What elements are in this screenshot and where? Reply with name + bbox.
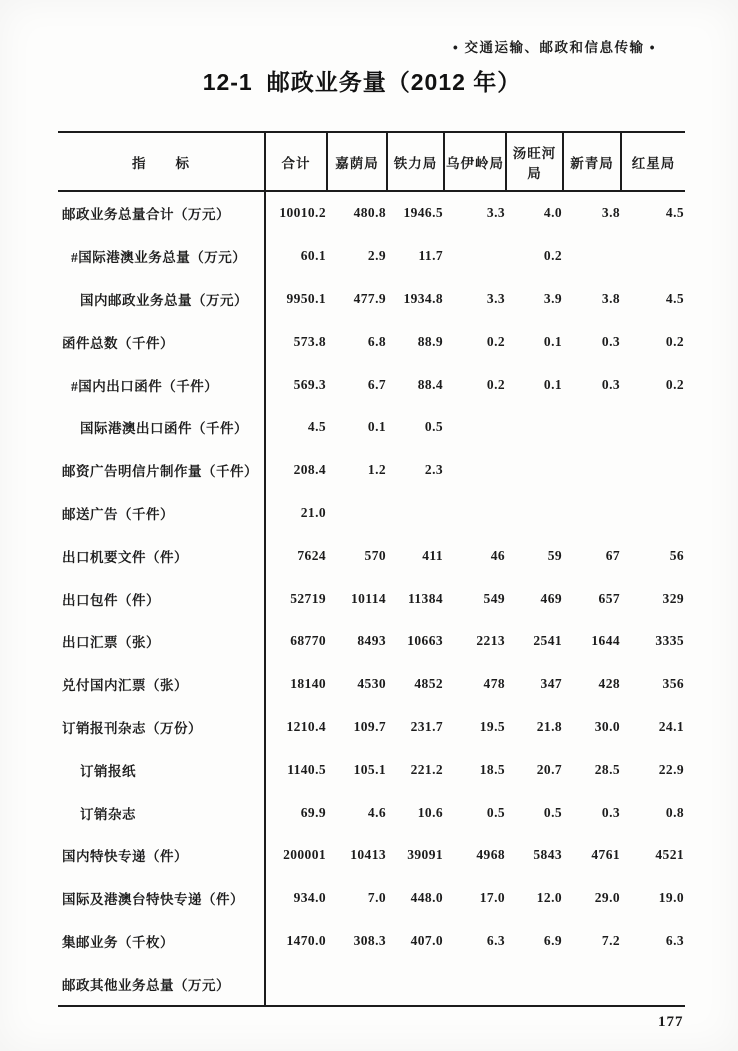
cell-value: 356 bbox=[662, 676, 684, 692]
cell-value: 5843 bbox=[533, 847, 562, 863]
row-label: #国际港澳业务总量（万元） bbox=[58, 235, 265, 278]
cell-value: 69.9 bbox=[300, 804, 326, 820]
table-row bbox=[58, 748, 685, 791]
cell-value: 0.1 bbox=[543, 376, 562, 392]
statistics-table bbox=[58, 131, 685, 1007]
cell-value: 3335 bbox=[655, 633, 684, 649]
cell-value: 8493 bbox=[357, 633, 386, 649]
cell-value: 569.3 bbox=[293, 376, 326, 392]
cell-value: 3.9 bbox=[543, 290, 562, 306]
cell-value bbox=[444, 449, 506, 492]
cell-value bbox=[506, 492, 563, 535]
table-row bbox=[58, 492, 685, 535]
cell-value: 60.1 bbox=[300, 248, 326, 264]
table-row bbox=[58, 877, 685, 920]
cell-value: 231.7 bbox=[410, 718, 443, 734]
cell-value: 12.0 bbox=[536, 890, 562, 906]
cell-value bbox=[327, 492, 387, 535]
cell-value: 3.8 bbox=[601, 290, 620, 306]
cell-value: 1934.8 bbox=[403, 290, 443, 306]
cell-value: 29.0 bbox=[594, 890, 620, 906]
cell-value: 39091 bbox=[407, 847, 443, 863]
table-row bbox=[58, 406, 685, 449]
cell-value: 6.7 bbox=[367, 376, 386, 392]
cell-value: 59 bbox=[547, 547, 562, 563]
cell-value: 4.6 bbox=[367, 804, 386, 820]
cell-value: 1470.0 bbox=[286, 932, 326, 948]
cell-value bbox=[563, 962, 621, 1006]
cell-value: 7.0 bbox=[367, 890, 386, 906]
cell-value: 0.1 bbox=[543, 333, 562, 349]
cell-value: 0.3 bbox=[601, 804, 620, 820]
cell-value: 6.3 bbox=[665, 932, 684, 948]
cell-value bbox=[444, 235, 506, 278]
cell-value: 570 bbox=[364, 547, 386, 563]
table-row bbox=[58, 620, 685, 663]
cell-value: 21.8 bbox=[536, 718, 562, 734]
cell-value: 2541 bbox=[533, 633, 562, 649]
cell-value: 308.3 bbox=[353, 932, 386, 948]
cell-value: 88.9 bbox=[417, 333, 443, 349]
cell-value: 88.4 bbox=[417, 376, 443, 392]
column-header-indicator: 指 标 bbox=[58, 132, 265, 191]
cell-value: 52719 bbox=[290, 590, 326, 606]
cell-value bbox=[444, 406, 506, 449]
cell-value: 105.1 bbox=[353, 761, 386, 777]
cell-value: 4.0 bbox=[543, 205, 562, 221]
cell-value bbox=[621, 492, 685, 535]
column-header-tieli: 铁力局 bbox=[387, 132, 444, 191]
cell-value bbox=[563, 492, 621, 535]
cell-value: 200001 bbox=[283, 847, 326, 863]
column-header-hongxing: 红星局 bbox=[621, 132, 685, 191]
cell-value: 1946.5 bbox=[403, 205, 443, 221]
row-label: 订销报刊杂志（万份） bbox=[58, 706, 265, 749]
row-label: 订销杂志 bbox=[58, 791, 265, 834]
page-title bbox=[0, 64, 724, 97]
cell-value: 6.9 bbox=[543, 932, 562, 948]
cell-value bbox=[387, 962, 444, 1006]
cell-value: 18140 bbox=[290, 676, 326, 692]
cell-value: 411 bbox=[422, 547, 443, 563]
cell-value: 18.5 bbox=[479, 761, 505, 777]
cell-value: 0.2 bbox=[665, 376, 684, 392]
cell-value: 4761 bbox=[591, 847, 620, 863]
cell-value: 4968 bbox=[476, 847, 505, 863]
row-label: 出口机要文件（件） bbox=[58, 534, 265, 577]
cell-value bbox=[506, 406, 563, 449]
row-label: 函件总数（千件） bbox=[58, 320, 265, 363]
row-label: 订销报纸 bbox=[58, 748, 265, 791]
table-row bbox=[58, 449, 685, 492]
row-label: 兑付国内汇票（张） bbox=[58, 663, 265, 706]
column-header-tangwanghe: 汤旺河局 bbox=[506, 132, 563, 191]
cell-value: 1210.4 bbox=[286, 718, 326, 734]
table-row bbox=[58, 320, 685, 363]
row-label: 邮资广告明信片制作量（千件） bbox=[58, 449, 265, 492]
cell-value: 1644 bbox=[591, 633, 620, 649]
running-head: • 交通运输、邮政和信息传输 • bbox=[453, 40, 656, 55]
cell-value bbox=[563, 406, 621, 449]
cell-value: 0.8 bbox=[665, 804, 684, 820]
cell-value: 17.0 bbox=[479, 890, 505, 906]
row-label: #国内出口函件（千件） bbox=[58, 363, 265, 406]
row-label: 国际港澳出口函件（千件） bbox=[58, 406, 265, 449]
cell-value: 19.0 bbox=[658, 890, 684, 906]
cell-value bbox=[444, 962, 506, 1006]
cell-value: 0.5 bbox=[424, 419, 443, 435]
cell-value: 21.0 bbox=[300, 504, 326, 520]
cell-value: 9950.1 bbox=[286, 290, 326, 306]
cell-value bbox=[506, 449, 563, 492]
row-label: 邮政业务总量合计（万元） bbox=[58, 191, 265, 235]
cell-value: 56 bbox=[669, 547, 684, 563]
table-number: 12-1 bbox=[202, 69, 253, 95]
cell-value: 4.5 bbox=[307, 419, 326, 435]
row-label: 国内邮政业务总量（万元） bbox=[58, 278, 265, 321]
cell-value: 20.7 bbox=[536, 761, 562, 777]
table-row bbox=[58, 791, 685, 834]
cell-value: 4530 bbox=[357, 676, 386, 692]
cell-value: 3.3 bbox=[486, 205, 505, 221]
table-row bbox=[58, 706, 685, 749]
table-row bbox=[58, 191, 685, 235]
cell-value: 477.9 bbox=[353, 290, 386, 306]
cell-value bbox=[444, 492, 506, 535]
cell-value bbox=[506, 962, 563, 1006]
cell-value: 4852 bbox=[414, 676, 443, 692]
cell-value: 208.4 bbox=[293, 462, 326, 478]
cell-value bbox=[621, 962, 685, 1006]
cell-value: 30.0 bbox=[594, 718, 620, 734]
cell-value: 0.3 bbox=[601, 333, 620, 349]
cell-value: 67 bbox=[605, 547, 620, 563]
cell-value: 11.7 bbox=[418, 248, 443, 264]
cell-value: 2.3 bbox=[424, 462, 443, 478]
table-row bbox=[58, 834, 685, 877]
row-label: 邮送广告（千件） bbox=[58, 492, 265, 535]
row-label: 邮政其他业务总量（万元） bbox=[58, 962, 265, 1006]
cell-value: 549 bbox=[483, 590, 505, 606]
cell-value: 0.5 bbox=[486, 804, 505, 820]
cell-value: 10413 bbox=[350, 847, 386, 863]
cell-value: 7624 bbox=[297, 547, 326, 563]
table-row bbox=[58, 663, 685, 706]
cell-value: 7.2 bbox=[601, 932, 620, 948]
cell-value bbox=[327, 962, 387, 1006]
cell-value: 934.0 bbox=[293, 890, 326, 906]
cell-value: 2.9 bbox=[367, 248, 386, 264]
cell-value: 22.9 bbox=[658, 761, 684, 777]
cell-value: 1140.5 bbox=[287, 761, 326, 777]
cell-value bbox=[265, 962, 327, 1006]
cell-value: 24.1 bbox=[658, 718, 684, 734]
cell-value: 329 bbox=[662, 590, 684, 606]
cell-value: 347 bbox=[540, 676, 562, 692]
row-label: 国内特快专递（件） bbox=[58, 834, 265, 877]
cell-value: 4521 bbox=[655, 847, 684, 863]
row-label: 集邮业务（千枚） bbox=[58, 920, 265, 963]
cell-value: 1.2 bbox=[367, 462, 386, 478]
cell-value bbox=[387, 492, 444, 535]
cell-value: 10010.2 bbox=[279, 205, 326, 221]
cell-value: 0.5 bbox=[543, 804, 562, 820]
table-row bbox=[58, 235, 685, 278]
table-row bbox=[58, 534, 685, 577]
cell-value bbox=[563, 235, 621, 278]
cell-value: 573.8 bbox=[293, 333, 326, 349]
row-label: 国际及港澳台特快专递（件） bbox=[58, 877, 265, 920]
cell-value: 0.2 bbox=[665, 333, 684, 349]
cell-value: 11384 bbox=[407, 590, 443, 606]
cell-value: 0.2 bbox=[486, 333, 505, 349]
table-row bbox=[58, 363, 685, 406]
cell-value: 0.3 bbox=[601, 376, 620, 392]
cell-value bbox=[621, 449, 685, 492]
cell-value: 3.3 bbox=[486, 290, 505, 306]
cell-value: 4.5 bbox=[665, 290, 684, 306]
cell-value: 221.2 bbox=[410, 761, 443, 777]
table-row bbox=[58, 577, 685, 620]
cell-value: 10114 bbox=[350, 590, 386, 606]
column-header-jiayin: 嘉荫局 bbox=[327, 132, 387, 191]
cell-value: 480.8 bbox=[353, 205, 386, 221]
table-row bbox=[58, 962, 685, 1006]
cell-value: 448.0 bbox=[410, 890, 443, 906]
cell-value: 68770 bbox=[290, 633, 326, 649]
cell-value: 0.2 bbox=[543, 248, 562, 264]
row-label: 出口汇票（张） bbox=[58, 620, 265, 663]
cell-value bbox=[621, 406, 685, 449]
column-header-xinqing: 新青局 bbox=[563, 132, 621, 191]
cell-value: 6.8 bbox=[367, 333, 386, 349]
column-header-total: 合计 bbox=[265, 132, 327, 191]
cell-value: 6.3 bbox=[486, 932, 505, 948]
cell-value: 2213 bbox=[476, 633, 505, 649]
cell-value: 469 bbox=[540, 590, 562, 606]
cell-value: 46 bbox=[490, 547, 505, 563]
cell-value: 10663 bbox=[407, 633, 443, 649]
cell-value: 28.5 bbox=[594, 761, 620, 777]
cell-value: 19.5 bbox=[479, 718, 505, 734]
cell-value: 428 bbox=[598, 676, 620, 692]
cell-value: 407.0 bbox=[410, 932, 443, 948]
table-title-text: 邮政业务量（2012 年） bbox=[266, 69, 522, 95]
cell-value: 0.2 bbox=[486, 376, 505, 392]
table-row bbox=[58, 278, 685, 321]
header-row bbox=[58, 132, 685, 191]
cell-value: 4.5 bbox=[665, 205, 684, 221]
cell-value: 109.7 bbox=[353, 718, 386, 734]
table-row bbox=[58, 920, 685, 963]
table-body bbox=[58, 191, 685, 1006]
column-header-wuyiling: 乌伊岭局 bbox=[444, 132, 506, 191]
cell-value bbox=[563, 449, 621, 492]
page-number: 177 bbox=[658, 1014, 684, 1030]
row-label: 出口包件（件） bbox=[58, 577, 265, 620]
cell-value bbox=[621, 235, 685, 278]
cell-value: 0.1 bbox=[367, 419, 386, 435]
cell-value: 3.8 bbox=[601, 205, 620, 221]
cell-value: 657 bbox=[598, 590, 620, 606]
cell-value: 10.6 bbox=[417, 804, 443, 820]
cell-value: 478 bbox=[483, 676, 505, 692]
